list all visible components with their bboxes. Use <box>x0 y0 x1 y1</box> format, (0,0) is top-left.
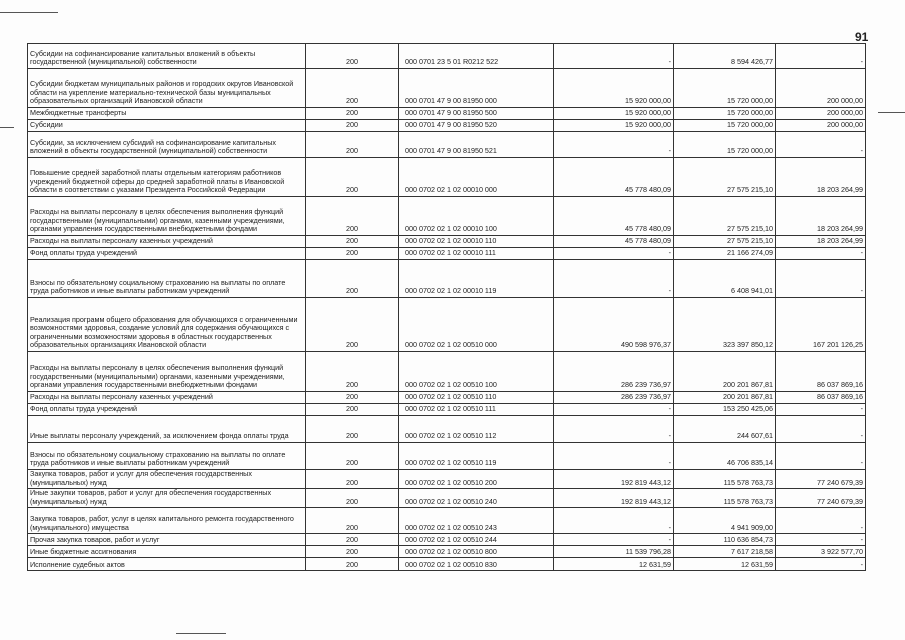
admin-code: 200 <box>306 416 399 443</box>
budget-code: 000 0702 02 1 02 00510 100 <box>399 352 554 392</box>
admin-code: 200 <box>306 260 399 298</box>
budget-code: 000 0702 02 1 02 00510 112 <box>399 416 554 443</box>
budget-code: 000 0701 47 9 00 81950 520 <box>399 120 554 132</box>
table-row <box>28 404 866 416</box>
value-approved: 15 920 000,00 <box>554 69 674 108</box>
value-approved: 192 819 443,12 <box>554 489 674 508</box>
row-name: Фонд оплаты труда учреждений <box>28 404 306 416</box>
budget-code: 000 0702 02 1 02 00010 119 <box>399 260 554 298</box>
value-unexecuted: 200 000,00 <box>776 120 866 132</box>
value-unexecuted: 200 000,00 <box>776 69 866 108</box>
admin-code: 200 <box>306 298 399 352</box>
table-row <box>28 120 866 132</box>
value-approved: - <box>554 534 674 546</box>
value-unexecuted: 77 240 679,39 <box>776 489 866 508</box>
value-executed: 200 201 867,81 <box>674 392 776 404</box>
budget-code: 000 0702 02 1 02 00010 110 <box>399 236 554 248</box>
budget-code: 000 0702 02 1 02 00510 244 <box>399 534 554 546</box>
table-row <box>28 534 866 546</box>
value-executed: 8 594 426,77 <box>674 44 776 69</box>
value-unexecuted: - <box>776 508 866 534</box>
value-unexecuted: - <box>776 404 866 416</box>
budget-code: 000 0702 02 1 02 00010 000 <box>399 158 554 197</box>
value-unexecuted: - <box>776 132 866 158</box>
admin-code: 200 <box>306 489 399 508</box>
budget-code: 000 0702 02 1 02 00510 830 <box>399 558 554 571</box>
value-unexecuted: 18 203 264,99 <box>776 236 866 248</box>
table-row <box>28 508 866 534</box>
value-unexecuted: - <box>776 44 866 69</box>
value-executed: 244 607,61 <box>674 416 776 443</box>
budget-code: 000 0701 23 5 01 R0212 522 <box>399 44 554 69</box>
row-name: Расходы на выплаты персоналу казенных учреждений <box>28 392 306 404</box>
value-executed: 110 636 854,73 <box>674 534 776 546</box>
admin-code: 200 <box>306 197 399 236</box>
budget-code: 000 0702 02 1 02 00510 119 <box>399 443 554 470</box>
value-approved: - <box>554 404 674 416</box>
admin-code: 200 <box>306 352 399 392</box>
budget-code: 000 0701 47 9 00 81950 521 <box>399 132 554 158</box>
budget-code: 000 0702 02 1 02 00510 111 <box>399 404 554 416</box>
row-name: Иные закупки товаров, работ и услуг для обеспечения государственных (муниципальных) нужд <box>28 489 306 508</box>
admin-code: 200 <box>306 508 399 534</box>
value-executed: 27 575 215,10 <box>674 236 776 248</box>
value-unexecuted: - <box>776 558 866 571</box>
value-approved: 15 920 000,00 <box>554 120 674 132</box>
value-executed: 200 201 867,81 <box>674 352 776 392</box>
table-row <box>28 416 866 443</box>
value-executed: 15 720 000,00 <box>674 69 776 108</box>
row-name: Фонд оплаты труда учреждений <box>28 248 306 260</box>
row-name: Закупка товаров, работ, услуг в целях капитального ремонта государственного (муниципального) имущества <box>28 508 306 534</box>
table-row <box>28 470 866 489</box>
admin-code: 200 <box>306 443 399 470</box>
value-approved: - <box>554 260 674 298</box>
value-approved: - <box>554 44 674 69</box>
value-approved: 12 631,59 <box>554 558 674 571</box>
value-executed: 323 397 850,12 <box>674 298 776 352</box>
scan-artifact-line <box>0 127 14 128</box>
value-approved: 490 598 976,37 <box>554 298 674 352</box>
value-unexecuted: 77 240 679,39 <box>776 470 866 489</box>
value-executed: 27 575 215,10 <box>674 197 776 236</box>
admin-code: 200 <box>306 248 399 260</box>
row-name: Повышение средней заработной платы отдельным категориям работников учреждений бюджетной сферы до средней заработной платы в Ивановской области в соответствии с указами Президента Российской Федерации <box>28 158 306 197</box>
admin-code: 200 <box>306 120 399 132</box>
value-executed: 153 250 425,06 <box>674 404 776 416</box>
budget-code: 000 0701 47 9 00 81950 500 <box>399 108 554 120</box>
admin-code: 200 <box>306 158 399 197</box>
value-unexecuted: 200 000,00 <box>776 108 866 120</box>
value-executed: 15 720 000,00 <box>674 132 776 158</box>
budget-code: 000 0702 02 1 02 00510 240 <box>399 489 554 508</box>
value-unexecuted: 18 203 264,99 <box>776 197 866 236</box>
row-name: Расходы на выплаты персоналу в целях обеспечения выполнения функций государственными (муниципальными) органами, казенными учреждениями, органами управления государственными внебюджетными фондами <box>28 197 306 236</box>
value-executed: 15 720 000,00 <box>674 108 776 120</box>
admin-code: 200 <box>306 534 399 546</box>
value-approved: - <box>554 508 674 534</box>
value-approved: 45 778 480,09 <box>554 197 674 236</box>
row-name: Иные выплаты персоналу учреждений, за исключением фонда оплаты труда <box>28 416 306 443</box>
value-executed: 7 617 218,58 <box>674 546 776 558</box>
scan-artifact-line <box>176 633 226 634</box>
value-unexecuted: - <box>776 260 866 298</box>
admin-code: 200 <box>306 236 399 248</box>
scan-artifact-line <box>878 112 905 113</box>
table-row <box>28 248 866 260</box>
value-approved: - <box>554 443 674 470</box>
value-executed: 15 720 000,00 <box>674 120 776 132</box>
value-unexecuted: 167 201 126,25 <box>776 298 866 352</box>
budget-code: 000 0702 02 1 02 00510 000 <box>399 298 554 352</box>
value-unexecuted: 86 037 869,16 <box>776 392 866 404</box>
row-name: Взносы по обязательному социальному страхованию на выплаты по оплате труда работников и иные выплаты работникам учреждений <box>28 260 306 298</box>
row-name: Иные бюджетные ассигнования <box>28 546 306 558</box>
value-approved: 192 819 443,12 <box>554 470 674 489</box>
table-row <box>28 392 866 404</box>
value-executed: 12 631,59 <box>674 558 776 571</box>
row-name: Субсидии на софинансирование капитальных вложений в объекты государственной (муниципальной) собственности <box>28 44 306 69</box>
value-executed: 27 575 215,10 <box>674 158 776 197</box>
budget-code: 000 0702 02 1 02 00510 800 <box>399 546 554 558</box>
admin-code: 200 <box>306 404 399 416</box>
value-executed: 6 408 941,01 <box>674 260 776 298</box>
value-approved: - <box>554 416 674 443</box>
budget-table <box>27 43 866 571</box>
row-name: Прочая закупка товаров, работ и услуг <box>28 534 306 546</box>
row-name: Расходы на выплаты персоналу в целях обеспечения выполнения функций государственными (муниципальными) органами, казенными учреждениями, органами управления государственными внебюджетными фондами <box>28 352 306 392</box>
budget-code: 000 0702 02 1 02 00510 110 <box>399 392 554 404</box>
table-row <box>28 69 866 108</box>
value-executed: 21 166 274,09 <box>674 248 776 260</box>
value-approved: 286 239 736,97 <box>554 392 674 404</box>
table-row <box>28 236 866 248</box>
value-approved: 286 239 736,97 <box>554 352 674 392</box>
value-unexecuted: - <box>776 416 866 443</box>
admin-code: 200 <box>306 470 399 489</box>
value-approved: - <box>554 248 674 260</box>
value-unexecuted: 18 203 264,99 <box>776 158 866 197</box>
row-name: Субсидии бюджетам муниципальных районов и городских округов Ивановской области на укрепление материально-технической базы муниципальных образовательных организаций Ивановской области <box>28 69 306 108</box>
row-name: Расходы на выплаты персоналу казенных учреждений <box>28 236 306 248</box>
value-approved: 11 539 796,28 <box>554 546 674 558</box>
value-executed: 4 941 909,00 <box>674 508 776 534</box>
table-row <box>28 44 866 69</box>
table-row <box>28 443 866 470</box>
value-executed: 115 578 763,73 <box>674 489 776 508</box>
value-executed: 46 706 835,14 <box>674 443 776 470</box>
value-unexecuted: 3 922 577,70 <box>776 546 866 558</box>
value-approved: 45 778 480,09 <box>554 158 674 197</box>
table-row <box>28 352 866 392</box>
budget-code: 000 0702 02 1 02 00510 243 <box>399 508 554 534</box>
budget-code: 000 0701 47 9 00 81950 000 <box>399 69 554 108</box>
admin-code: 200 <box>306 44 399 69</box>
table-row <box>28 546 866 558</box>
admin-code: 200 <box>306 546 399 558</box>
admin-code: 200 <box>306 108 399 120</box>
value-unexecuted: - <box>776 248 866 260</box>
row-name: Закупка товаров, работ и услуг для обеспечения государственных (муниципальных) нужд <box>28 470 306 489</box>
row-name: Взносы по обязательному социальному страхованию на выплаты по оплате труда работников и иные выплаты работникам учреждений <box>28 443 306 470</box>
value-unexecuted: 86 037 869,16 <box>776 352 866 392</box>
row-name: Субсидии <box>28 120 306 132</box>
row-name: Исполнение судебных актов <box>28 558 306 571</box>
row-name: Субсидии, за исключением субсидий на софинансирование капитальных вложений в объекты государственной (муниципальной) собственности <box>28 132 306 158</box>
table-row <box>28 260 866 298</box>
page-number: 91 <box>855 30 869 44</box>
admin-code: 200 <box>306 392 399 404</box>
table-row <box>28 558 866 571</box>
value-approved: 45 778 480,09 <box>554 236 674 248</box>
admin-code: 200 <box>306 132 399 158</box>
admin-code: 200 <box>306 558 399 571</box>
table-row <box>28 158 866 197</box>
budget-code: 000 0702 02 1 02 00010 100 <box>399 197 554 236</box>
budget-code: 000 0702 02 1 02 00510 200 <box>399 470 554 489</box>
table-row <box>28 108 866 120</box>
scan-artifact-line <box>0 12 58 13</box>
row-name: Реализация программ общего образования для обучающихся с ограниченными возможностями здоровья, создание условий для содержания обучающихся с ограниченными возможностями здоровья в областных государственных образовательных организациях Ивановской области <box>28 298 306 352</box>
row-name: Межбюджетные трансферты <box>28 108 306 120</box>
table-row <box>28 489 866 508</box>
table-row <box>28 132 866 158</box>
table-row <box>28 197 866 236</box>
value-executed: 115 578 763,73 <box>674 470 776 489</box>
value-approved: - <box>554 132 674 158</box>
budget-code: 000 0702 02 1 02 00010 111 <box>399 248 554 260</box>
value-approved: 15 920 000,00 <box>554 108 674 120</box>
value-unexecuted: - <box>776 534 866 546</box>
admin-code: 200 <box>306 69 399 108</box>
value-unexecuted: - <box>776 443 866 470</box>
table-row <box>28 298 866 352</box>
